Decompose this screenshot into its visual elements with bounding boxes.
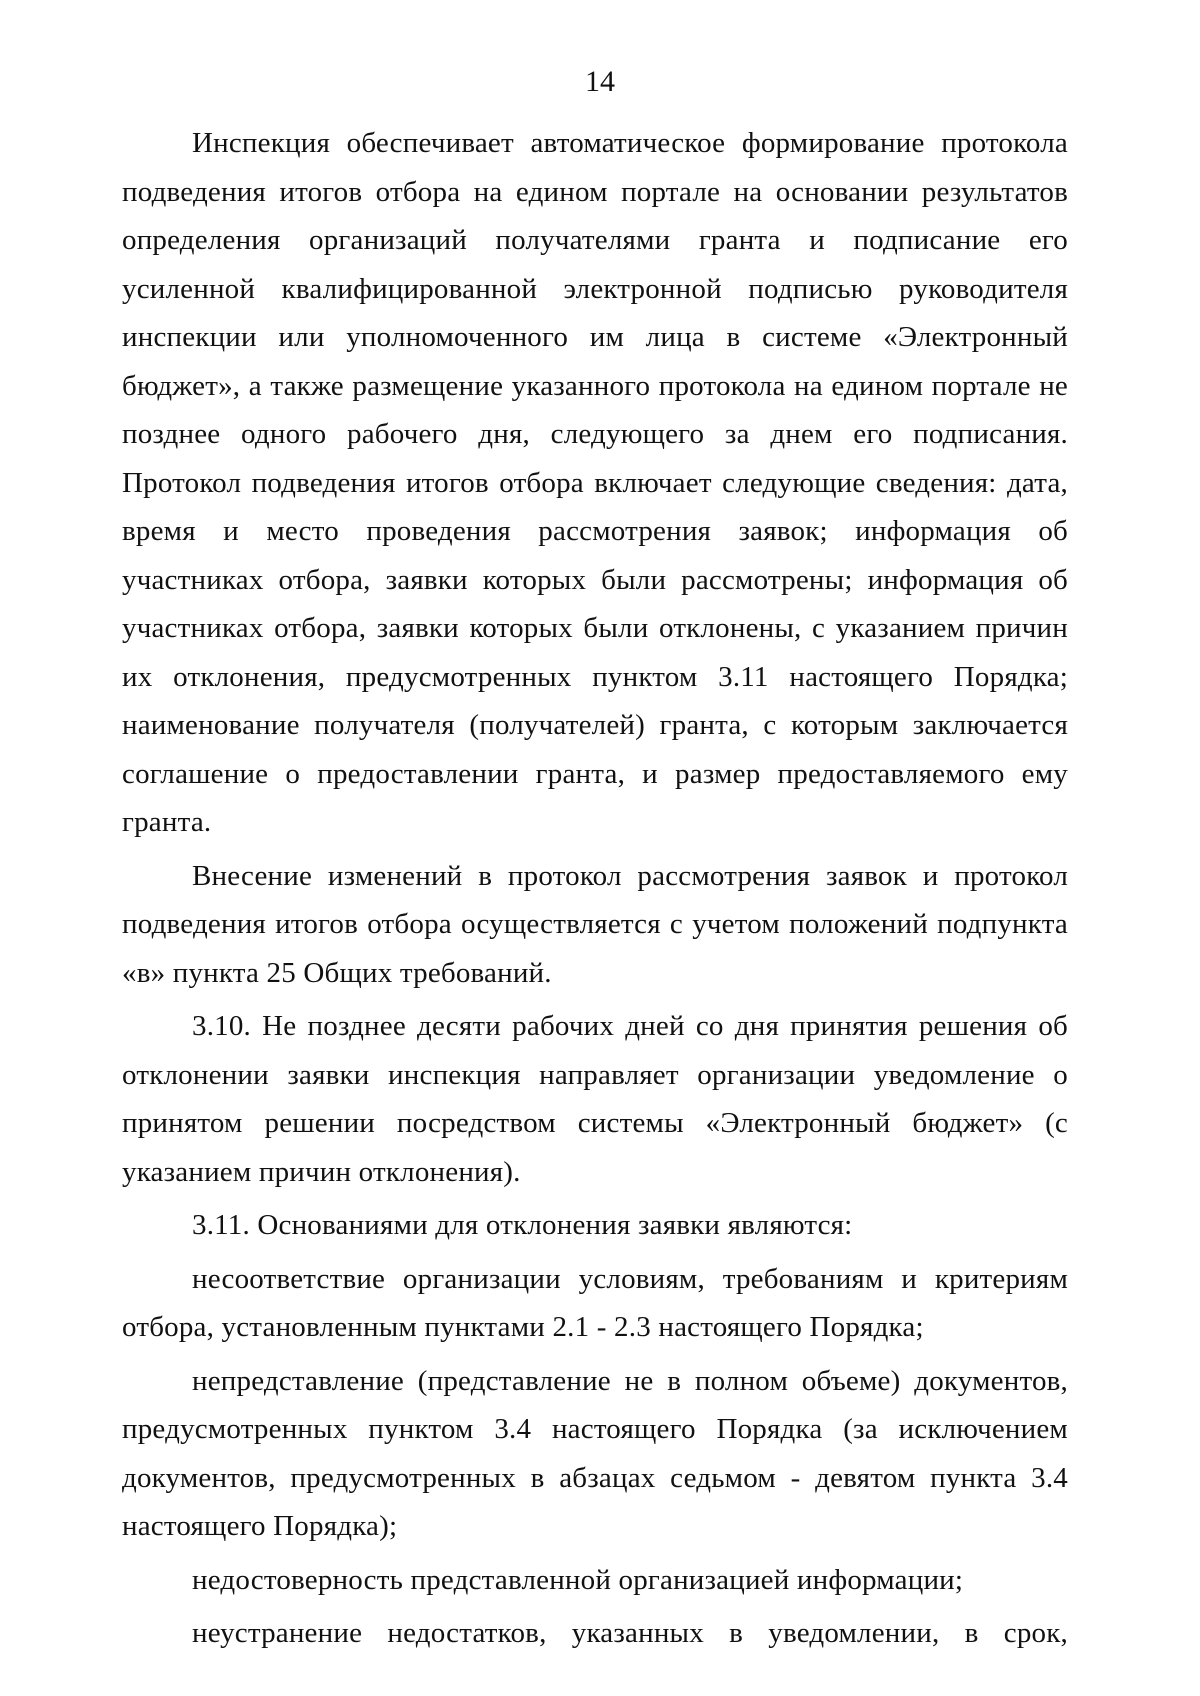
- page-number: 14: [585, 65, 615, 98]
- document-body: [122, 119, 1068, 1663]
- paragraph-protocol-results: Инспекция обеспечивает автоматическое формирование протокола подведения итогов отбора на едином портале на основании результатов определения организаций получателями гранта и подписание его усиленной квалифицированной электронной подписью руководителя инспекции или уполномоченного им лица в системе «Электронный бюджет», а также размещение указанного протокола на едином портале не позднее одного рабочего дня, следующего за днем его подписания. Протокол подведения итогов отбора включает следующие сведения: дата, время и место проведения рассмотрения заявок; информация об участниках отбора, заявки которых были рассмотрены; информация об участниках отбора, заявки которых были отклонены, с указанием причин их отклонения, предусмотренных пунктом 3.11 настоящего Порядка; наименование получателя (получателей) гранта, с которым заключается соглашение о предоставлении гранта, и размер предоставляемого ему гранта.: [122, 127, 1068, 838]
- paragraph-3-11: 3.11. Основаниями для отклонения заявки являются:: [192, 1209, 853, 1241]
- paragraph-3-10: 3.10. Не позднее десяти рабочих дней со дня принятия решения об отклонении заявки инспекция направляет организации уведомление о принятом решении посредством системы «Электронный бюджет» (с указанием причин отклонения).: [122, 1010, 1068, 1188]
- paragraph-protocol-changes: Внесение изменений в протокол рассмотрения заявок и протокол подведения итогов отбора осуществляется с учетом положений подпункта «в» пункта 25 Общих требований.: [122, 859, 1068, 989]
- paragraph-reason-unremedied: неустранение недостатков, указанных в уведомлении, в срок,: [192, 1617, 1068, 1649]
- paragraph-reason-noncompliance: несоответствие организации условиям, требованиям и критериям отбора, установленным пунктами 2.1 - 2.3 настоящего Порядка;: [122, 1262, 1068, 1343]
- paragraph-reason-false-information: недостоверность представленной организацией информации;: [192, 1563, 964, 1596]
- paragraph-reason-missing-documents: непредставление (представление не в полном объеме) документов, предусмотренных пунктом 3.4 настоящего Порядка (за исключением документов, предусмотренных в абзацах седьмом - девятом пункта 3.4 настоящего Порядка);: [122, 1364, 1068, 1542]
